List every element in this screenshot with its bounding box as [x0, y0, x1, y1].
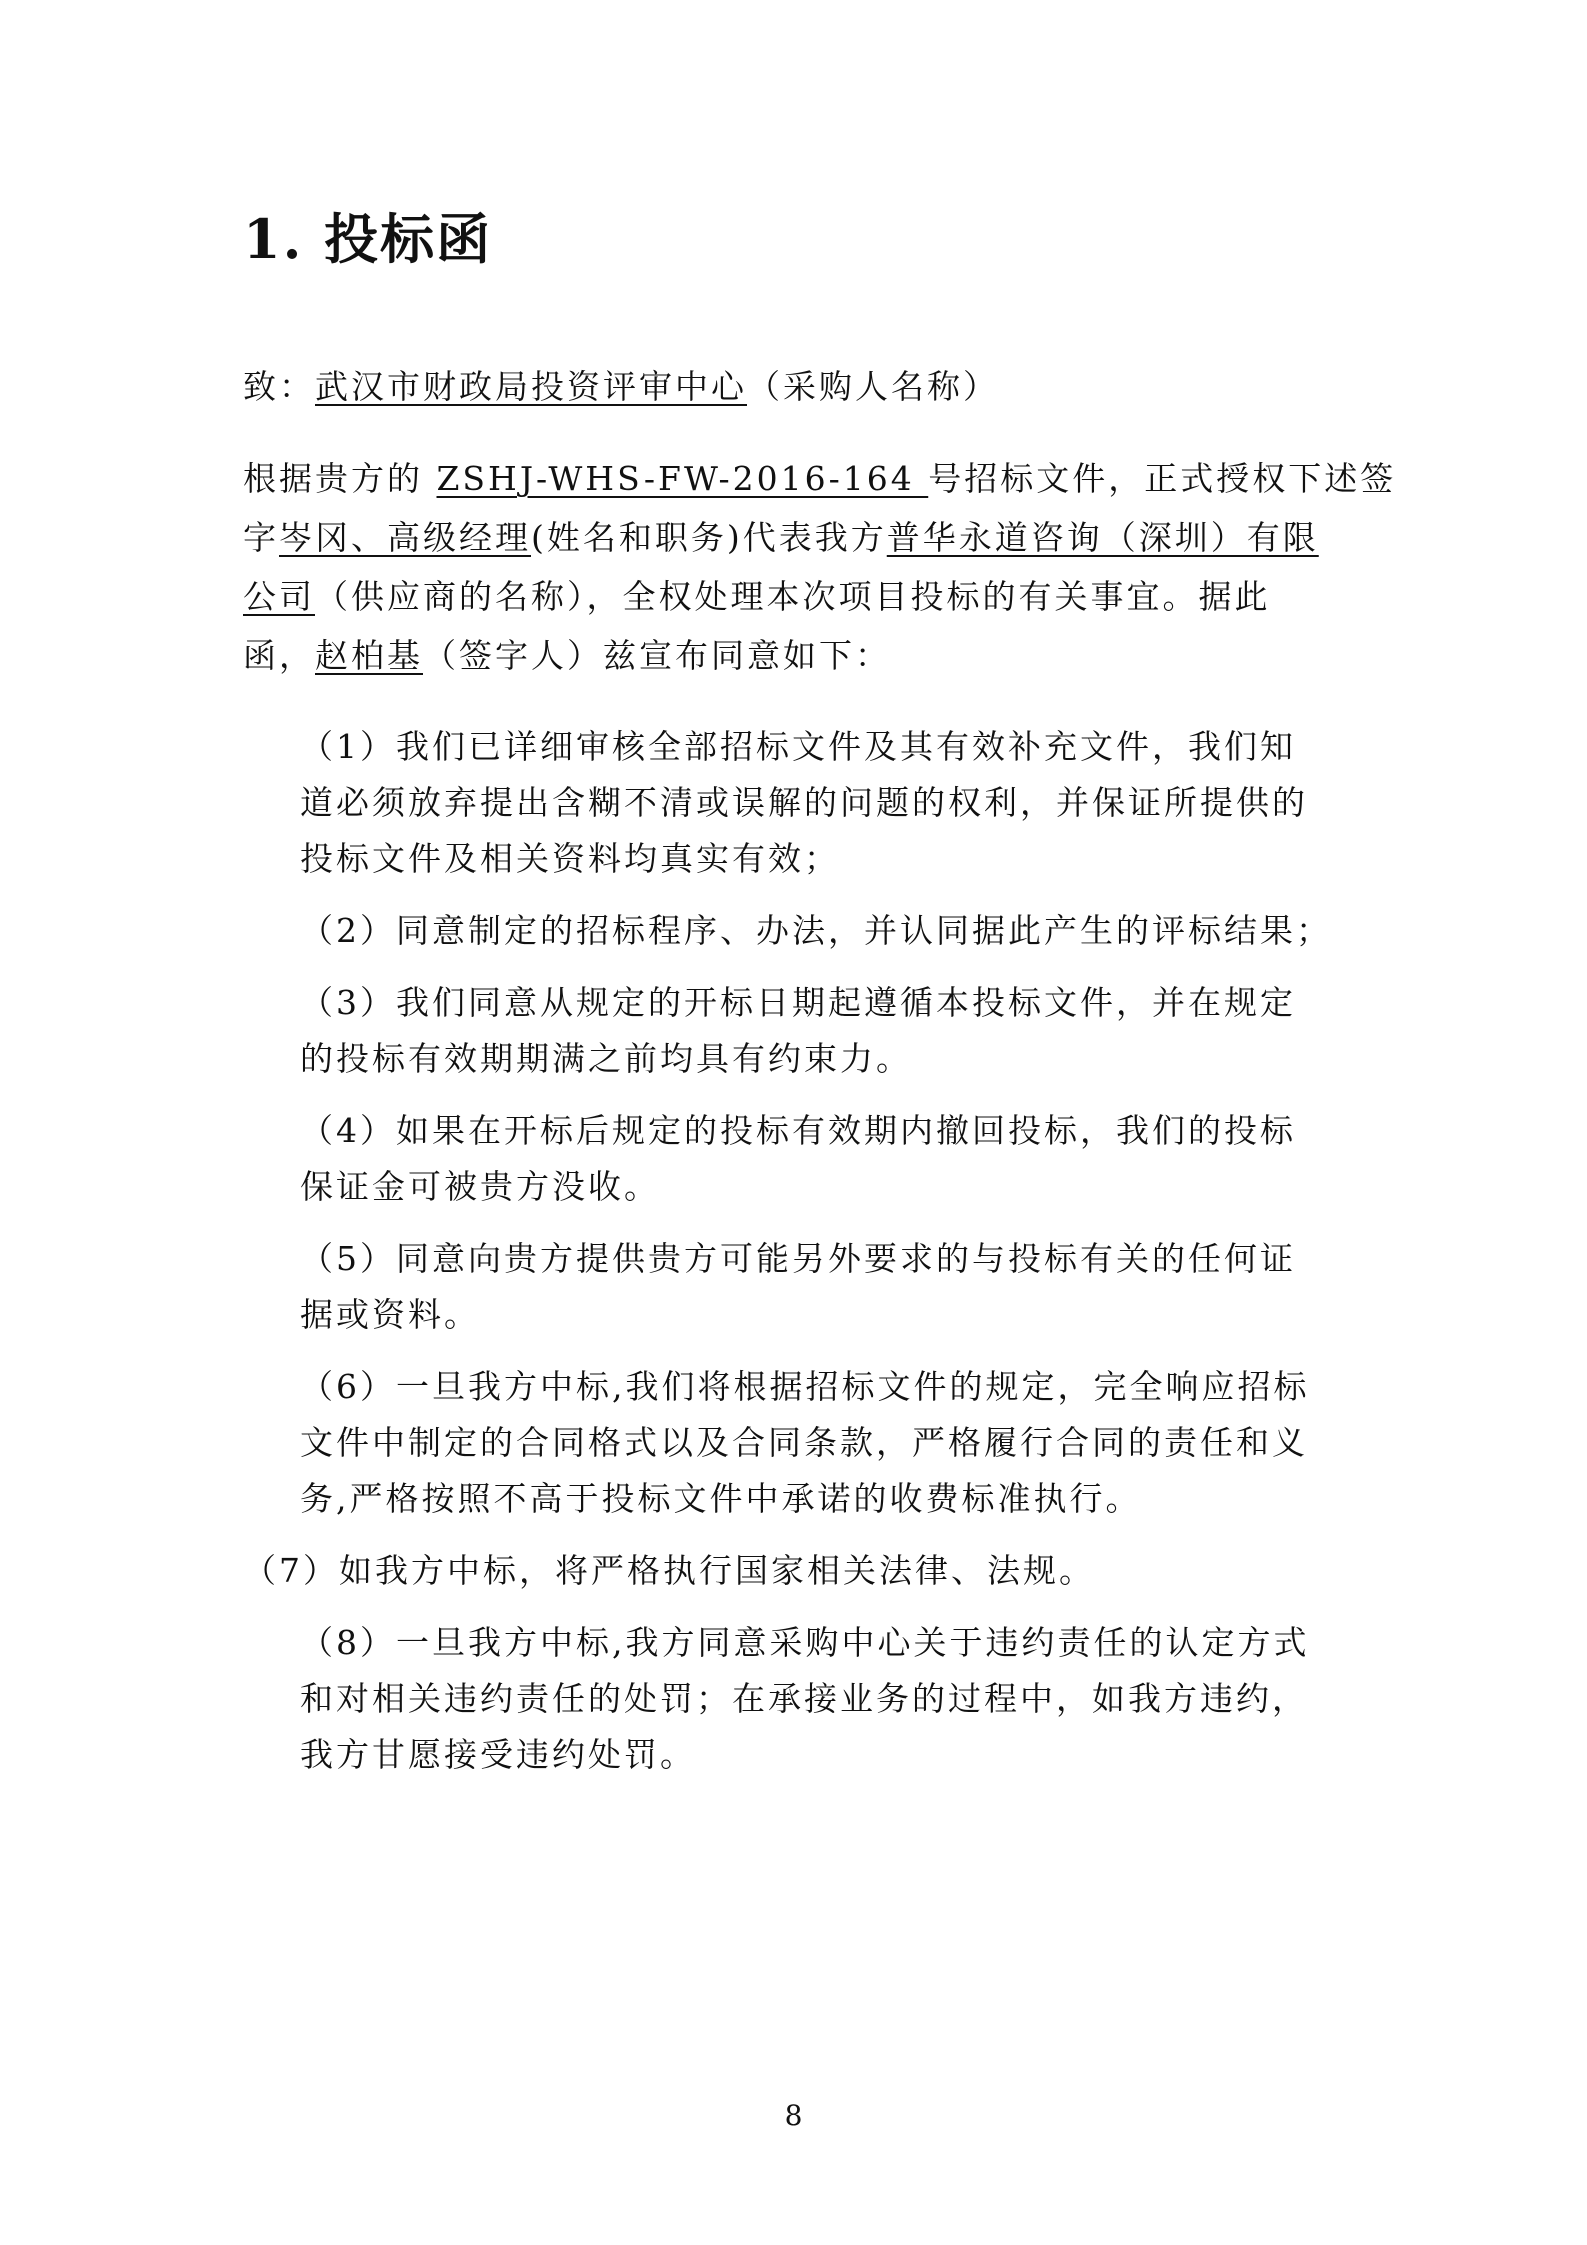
clause-6-line-3: 务,严格按照不高于投标文件中承诺的收费标准执行。 [300, 1479, 1142, 1518]
page-title: 1. 投标函 [243, 207, 493, 271]
signer-name-title: 岑冈、高级经理 [279, 518, 531, 557]
clause-4-line-2: 保证金可被贵方没收。 [300, 1167, 660, 1206]
clause-7-line-1: （7）如我方中标，将严格执行国家相关法律、法规。 [243, 1551, 1095, 1590]
clause-1-line-3: 投标文件及相关资料均真实有效； [300, 839, 840, 878]
intro-line-4 [243, 636, 891, 676]
page-number: 8 [784, 2099, 803, 2132]
clause-5-line-2: 据或资料。 [300, 1295, 480, 1334]
clause-6-line-2: 文件中制定的合同格式以及合同条款，严格履行合同的责任和义 [300, 1423, 1308, 1462]
clause-5-line-1: （5）同意向贵方提供贵方可能另外要求的与投标有关的任何证 [300, 1239, 1296, 1278]
clause-2-line-1: （2）同意制定的招标程序、办法，并认同据此产生的评标结果； [300, 911, 1332, 950]
intro-line-3 [243, 577, 1271, 617]
recipient-suffix: （采购人名称） [747, 367, 999, 406]
intro-text: (姓名和职务)代表我方 [531, 518, 887, 557]
clause-3-line-2: 的投标有效期期满之前均具有约束力。 [300, 1039, 912, 1078]
recipient-name: 武汉市财政局投资评审中心 [315, 367, 747, 406]
clause-8-line-1: （8）一旦我方中标,我方同意采购中心关于违约责任的认定方式 [300, 1623, 1310, 1662]
clause-4-line-1: （4）如果在开标后规定的投标有效期内撤回投标，我们的投标 [300, 1111, 1296, 1150]
intro-line-2 [243, 518, 1319, 558]
clause-1-line-2: 道必须放弃提出含糊不清或误解的问题的权利，并保证所提供的 [300, 783, 1308, 822]
intro-text: （签字人）兹宣布同意如下： [423, 636, 891, 675]
clause-1-line-1: （1）我们已详细审核全部招标文件及其有效补充文件，我们知 [300, 727, 1296, 766]
intro-text: 函， [243, 636, 315, 675]
clause-6-line-1: （6）一旦我方中标,我们将根据招标文件的规定，完全响应招标 [300, 1367, 1310, 1406]
intro-text: 字 [243, 518, 279, 557]
company-name-part1: 普华永道咨询（深圳）有限 [886, 518, 1319, 557]
clause-3-line-1: （3）我们同意从规定的开标日期起遵循本投标文件，并在规定 [300, 983, 1296, 1022]
intro-line-1 [243, 459, 1396, 499]
clause-8-line-3: 我方甘愿接受违约处罚。 [300, 1735, 696, 1774]
intro-text: 号招标文件，正式授权下述签 [928, 459, 1397, 498]
company-name-part2: 公司 [243, 577, 315, 616]
intro-text: 根据贵方的 [243, 459, 437, 498]
clause-8-line-2: 和对相关违约责任的处罚；在承接业务的过程中，如我方违约， [300, 1679, 1308, 1718]
recipient-prefix: 致： [243, 367, 315, 406]
tender-number: ZSHJ-WHS-FW-2016-164 [436, 459, 929, 498]
recipient-line [243, 367, 999, 407]
intro-text: （供应商的名称），全权处理本次项目投标的有关事宜。据此 [315, 577, 1271, 616]
signatory-name: 赵柏基 [315, 636, 423, 675]
